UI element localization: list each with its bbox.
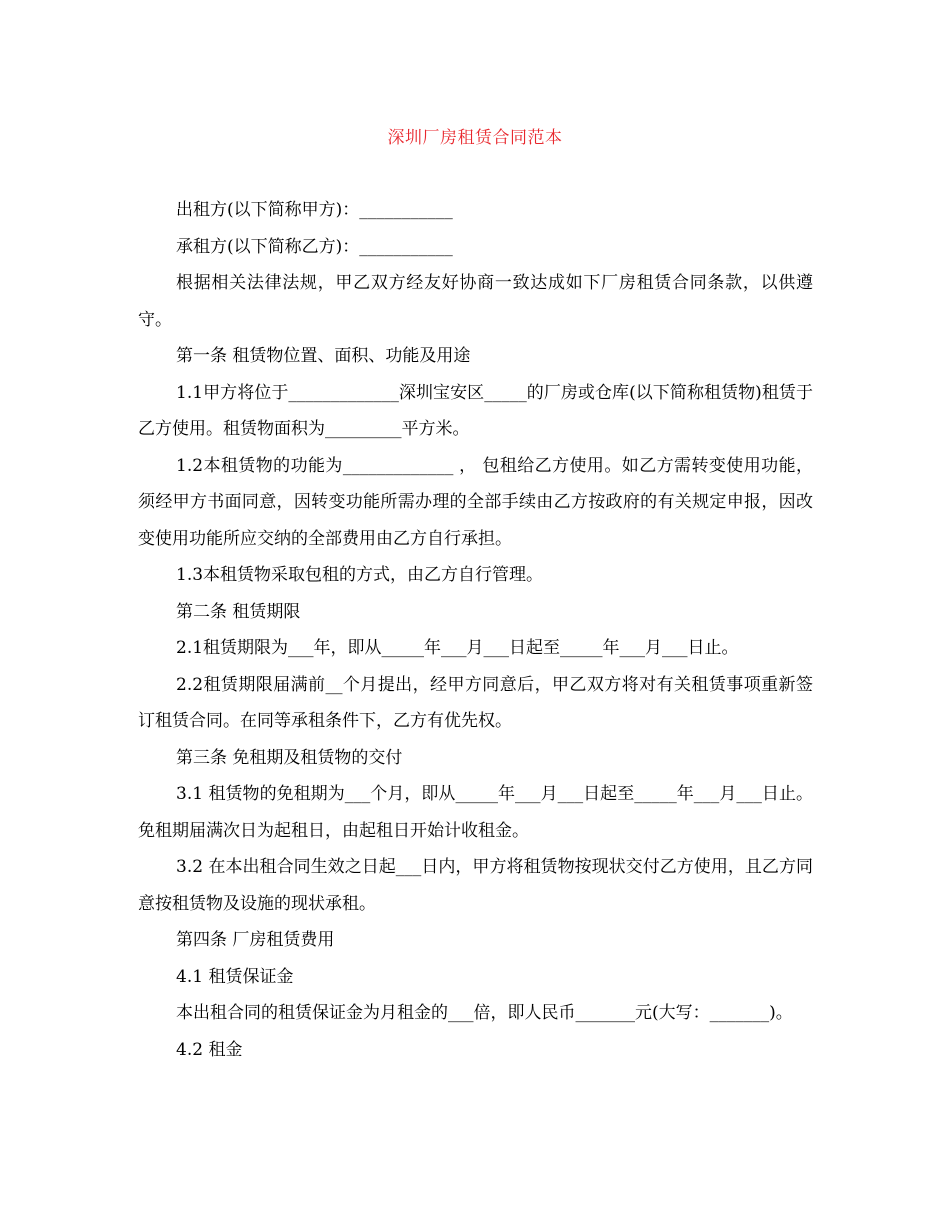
clause-2-1: 2.1租赁期限为___年，即从_____年___月___日起至_____年___月___日止。 (176, 638, 739, 658)
article-3-heading: 第三条 免租期及租赁物的交付 (176, 747, 403, 768)
clause-4-1: 4.1 租赁保证金 (176, 966, 294, 987)
document-body (138, 192, 813, 1068)
clause-1-2: 1.2本租赁物的功能为_____________ ， 包租给乙方使用。如乙方需转变使用功能，须经甲方书面同意，因转变功能所需办理的全部手续由乙方按政府的有关规定申报，因改变使用功能所应交纳的全部费用由乙方自行承担。 (138, 455, 813, 549)
paragraph-lessee: 承租方(以下简称乙方)：___________ (176, 236, 453, 257)
clause-4-1-deposit: 本出租合同的租赁保证金为月租金的___倍，即人民币_______元(大写：_______)。 (176, 1003, 793, 1023)
clause-3-2: 3.2 在本出租合同生效之日起___日内，甲方将租赁物按现状交付乙方使用，且乙方同意按租赁物及设施的现状承租。 (138, 857, 813, 914)
article-4-heading: 第四条 厂房租赁费用 (176, 930, 335, 950)
clause-4-2: 4.2 租金 (176, 1039, 243, 1060)
document-title: 深圳厂房租赁合同范本 (387, 128, 563, 148)
article-1-heading: 第一条 租赁物位置、面积、功能及用途 (176, 346, 471, 366)
clause-2-2: 2.2租赁期限届满前__个月提出，经甲方同意后，甲乙双方将对有关租赁事项重新签订租赁合同。在同等承租条件下，乙方有优先权。 (138, 674, 813, 731)
clause-1-1: 1.1甲方将位于_____________深圳宝安区_____的厂房或仓库(以下简称租赁物)租赁于乙方使用。租赁物面积为_________平方米。 (138, 382, 813, 439)
article-2-heading: 第二条 租赁期限 (176, 601, 301, 622)
clause-3-1: 3.1 租赁物的免租期为___个月，即从_____年___月___日起至_____年___月___日止。免租期届满次日为起租日，由起租日开始计收租金。 (138, 784, 813, 841)
clause-1-3: 1.3本租赁物采取包租的方式，由乙方自行管理。 (176, 565, 544, 585)
paragraph-lessor: 出租方(以下简称甲方)：___________ (176, 200, 453, 220)
paragraph-preamble: 根据相关法律法规，甲乙双方经友好协商一致达成如下厂房租赁合同条款，以供遵守。 (138, 273, 813, 330)
